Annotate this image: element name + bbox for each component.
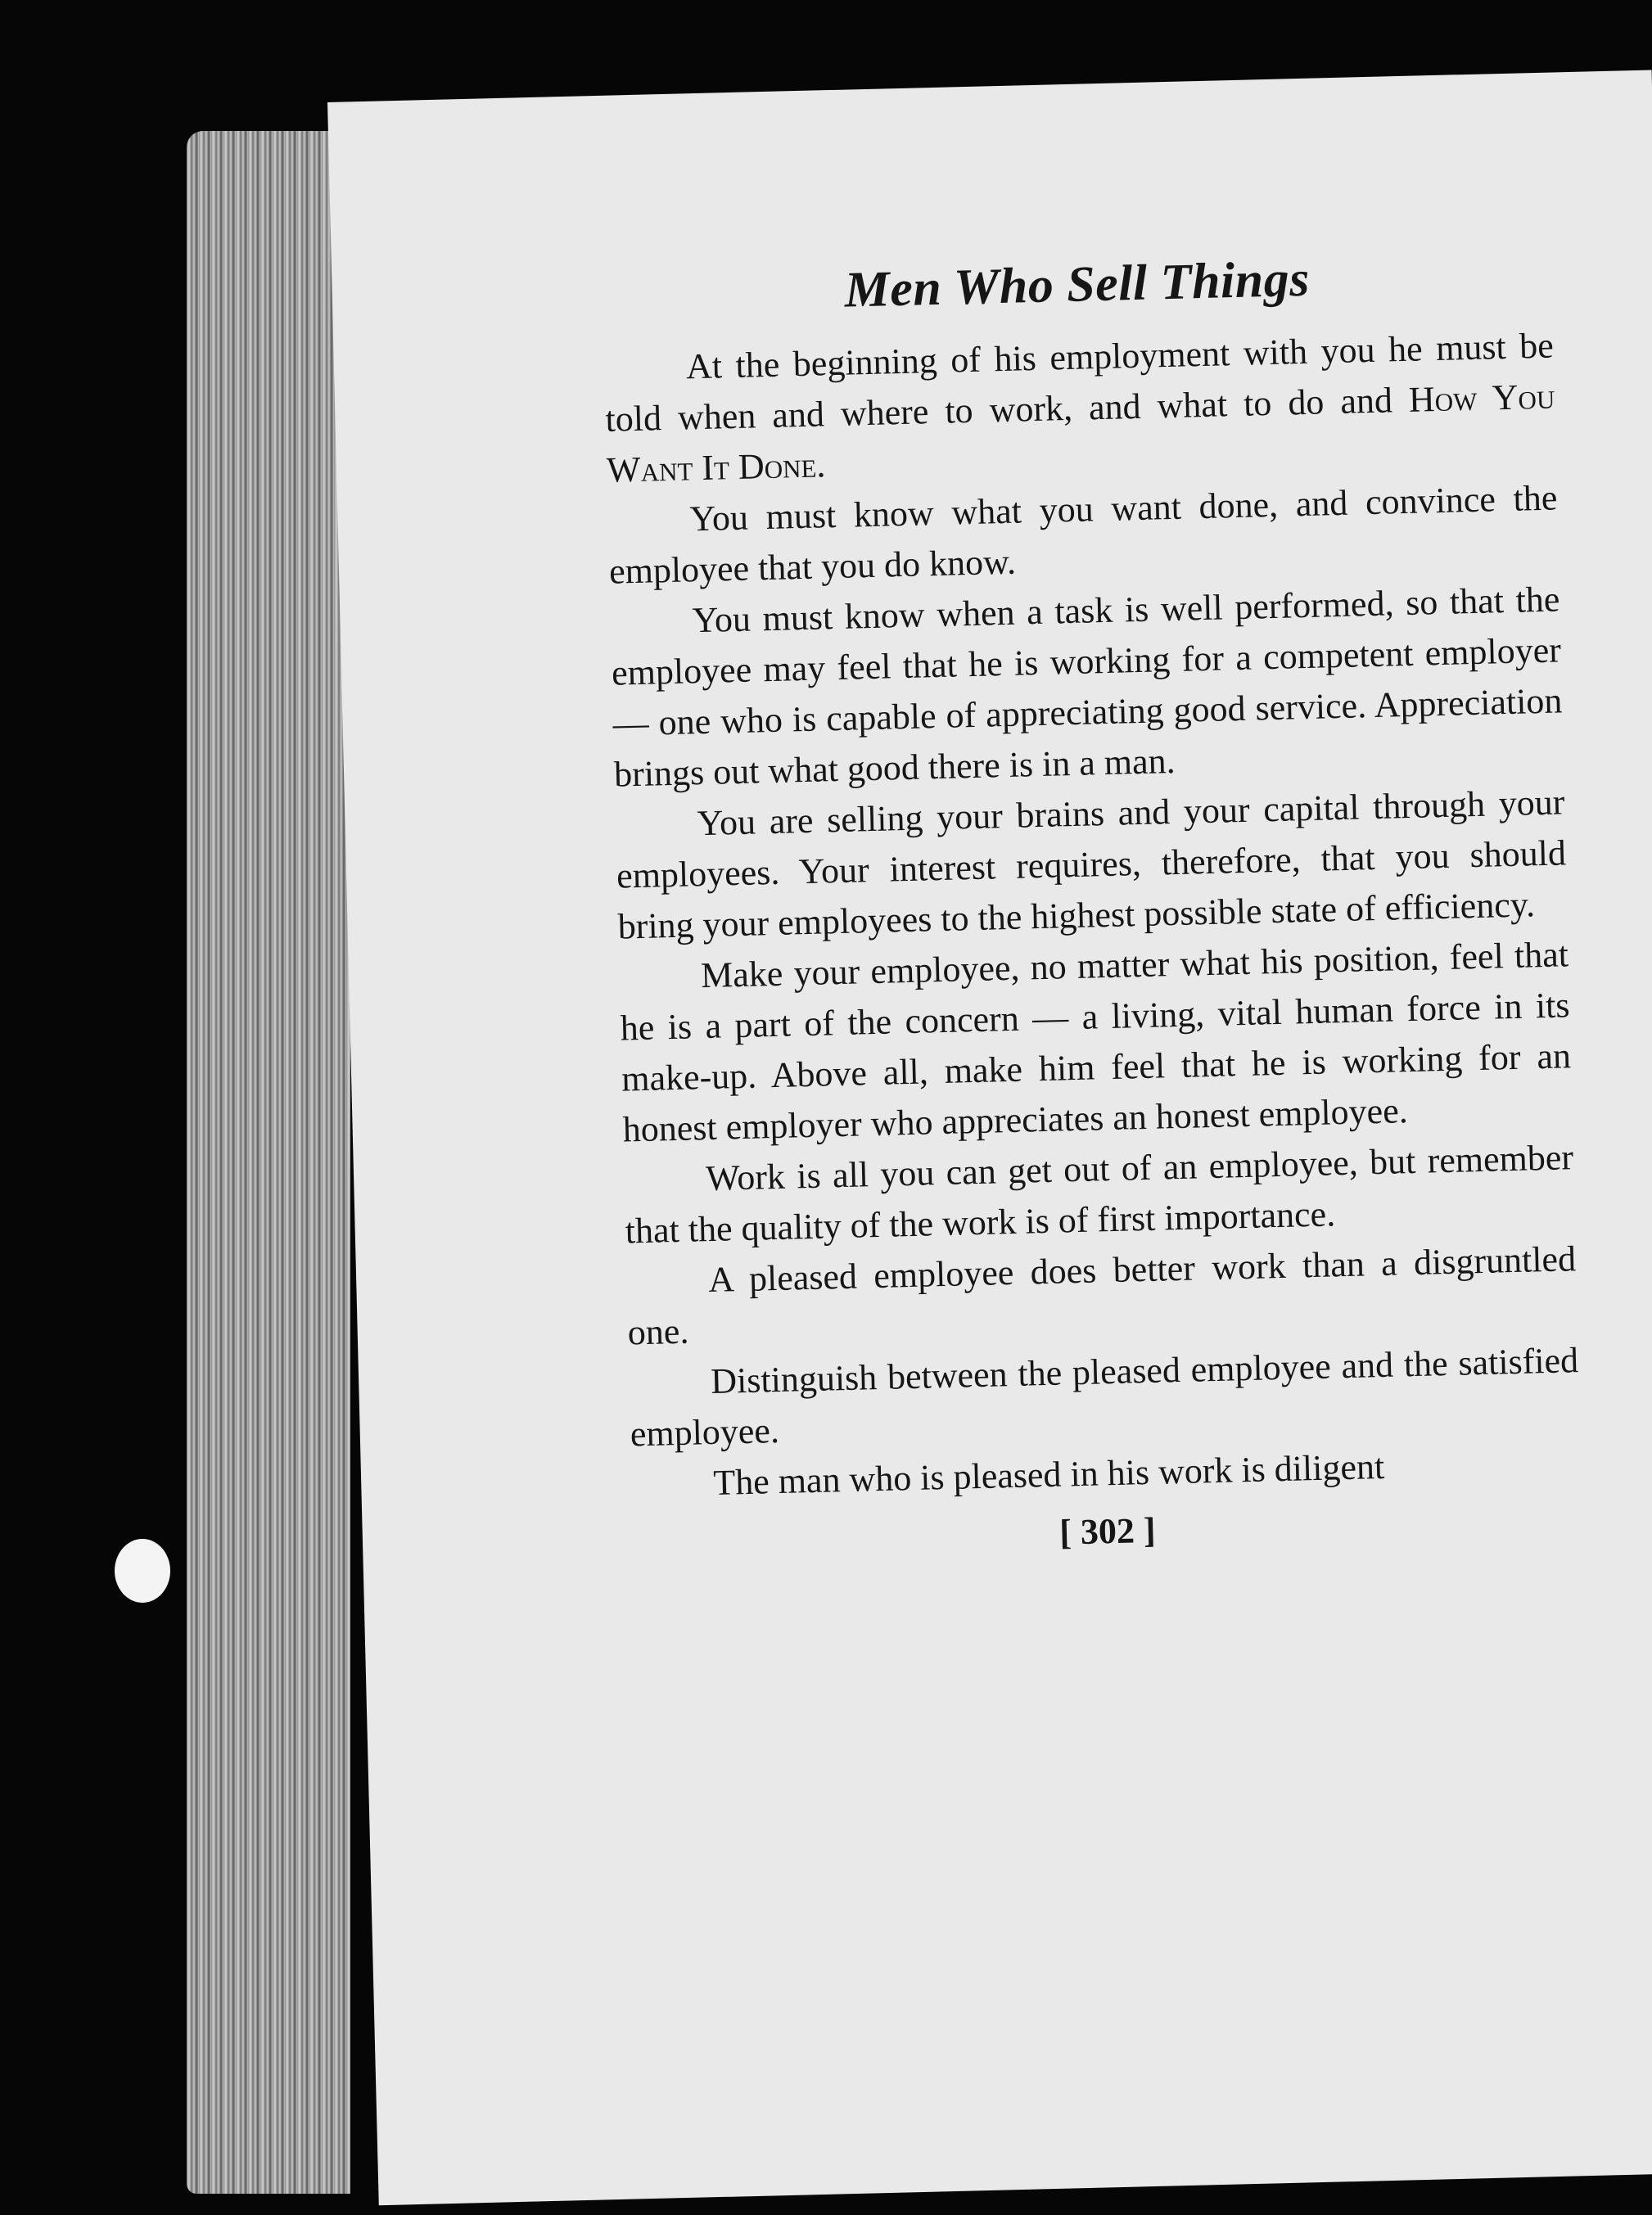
binding-hole	[115, 1539, 170, 1603]
paragraph-3: You must know when a task is well performed, so that the employee may feel that he is working for a competent employer — one who is capable of appreciating good service. Appreciation brings out what good there is in a man.	[611, 579, 1563, 795]
page-text	[602, 245, 1582, 1564]
running-head: Men Who Sell Things	[843, 250, 1311, 318]
page-edges	[187, 131, 350, 2194]
paragraph-1: At the beginning of his employment with you he must be told when and where to work, and what to do and How You Want It Done.	[604, 325, 1555, 490]
paragraph-6: Work is all you can get out of an employee, but remember that the quality of the work is of first importance.	[625, 1137, 1574, 1252]
small-caps-phrase: How You Want It Done	[606, 376, 1555, 490]
page-number: [ 302 ]	[1058, 1509, 1157, 1553]
paragraph-7: A pleased employee does better work than a disgruntled one.	[627, 1238, 1577, 1353]
paragraph-9: The man who is pleased in his work is diligent	[712, 1446, 1385, 1503]
book-page	[327, 70, 1652, 2205]
paragraph-2: You must know what you want done, and convince the employee that you do know.	[608, 477, 1558, 592]
paragraph-8: Distinguish between the pleased employee and the satisfied employee.	[630, 1340, 1579, 1455]
paragraph-5: Make your employee, no matter what his position, feel that he is a part of the concern — a living, vital human force in its make-up. Above all, make him feel that he is working for an honest employer who appreciates an honest employee.	[620, 934, 1572, 1150]
paragraph-4: You are selling your brains and your capital through your employees. Your interest requires, therefore, that you should bring your employees to the highest possible state of efficiency.	[616, 782, 1567, 947]
